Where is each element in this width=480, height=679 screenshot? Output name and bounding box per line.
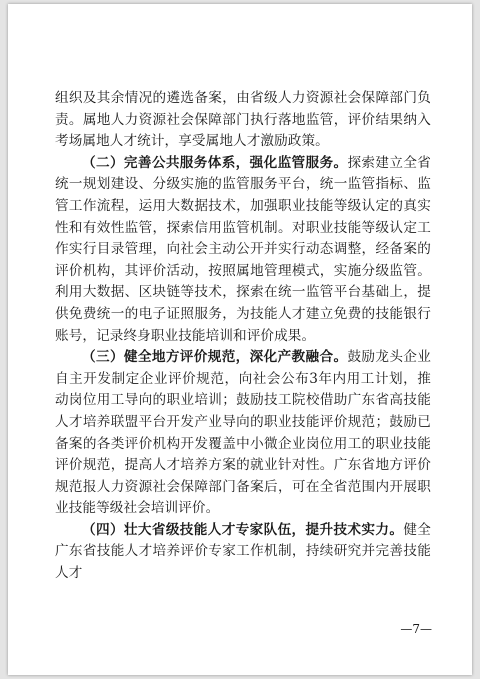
paragraph-3-heading: （三）健全地方评价规范，深化产教融合。 [82,349,348,366]
paragraph-3 [55,347,431,520]
paragraph-1-text: 组织及其余情况的遴选备案，由省级人力资源社会保障部门负责。属地人力资源社会保障部门执行落地监管，评价结果纳入考场属地人才统计，享受属地人才激励政策。 [55,90,431,150]
paragraph-4 [55,520,431,585]
document-page [8,4,472,675]
document-body [55,88,431,585]
paragraph-3-text: 鼓励龙头企业自主开发制定企业评价规范，向社会公布3年内用工计划，推动岗位用工导向的职业培训；鼓励技工院校借助广东省高技能人才培养联盟平台开发产业导向的职业技能评价规范；鼓励已备案的各类评价机构开发覆盖中小微企业岗位用工的职业技能评价规范，提高人才培养方案的就业针对性。广东省地方评价规范报人力资源社会保障部门备案后，可在全省范围内开展职业技能等级社会培训评价。 [55,349,431,517]
paragraph-4-heading: （四）壮大省级技能人才专家队伍，提升技术实力。 [82,521,404,538]
paragraph-2 [55,153,431,347]
paragraph-1 [55,88,431,153]
page-number: —7— [400,622,432,636]
paragraph-4-text: 健全广东省技能人才培养评价专家工作机制，持续研究并完善技能人才 [55,521,431,582]
paragraph-2-text: 探索建立全省统一规划建设、分级实施的监管服务平台，统一监管指标、监管工作流程，运用大数据技术，加强职业技能等级认定的真实性和有效性监管，探索信用监管机制。对职业技能等级认定工作实行目录管理，向社会主动公开并实行动态调整，经备案的评价机构，其评价活动，按照属地管理模式，实施分级监管。利用大数据、区块链等技术，探索在统一监管平台基础上，提供免费统一的电子证照服务，为技能人才建立免费的技能银行账号，记录终身职业技能培训和评价成果。 [55,154,431,344]
paragraph-2-heading: （二）完善公共服务体系，强化监管服务。 [82,154,348,171]
